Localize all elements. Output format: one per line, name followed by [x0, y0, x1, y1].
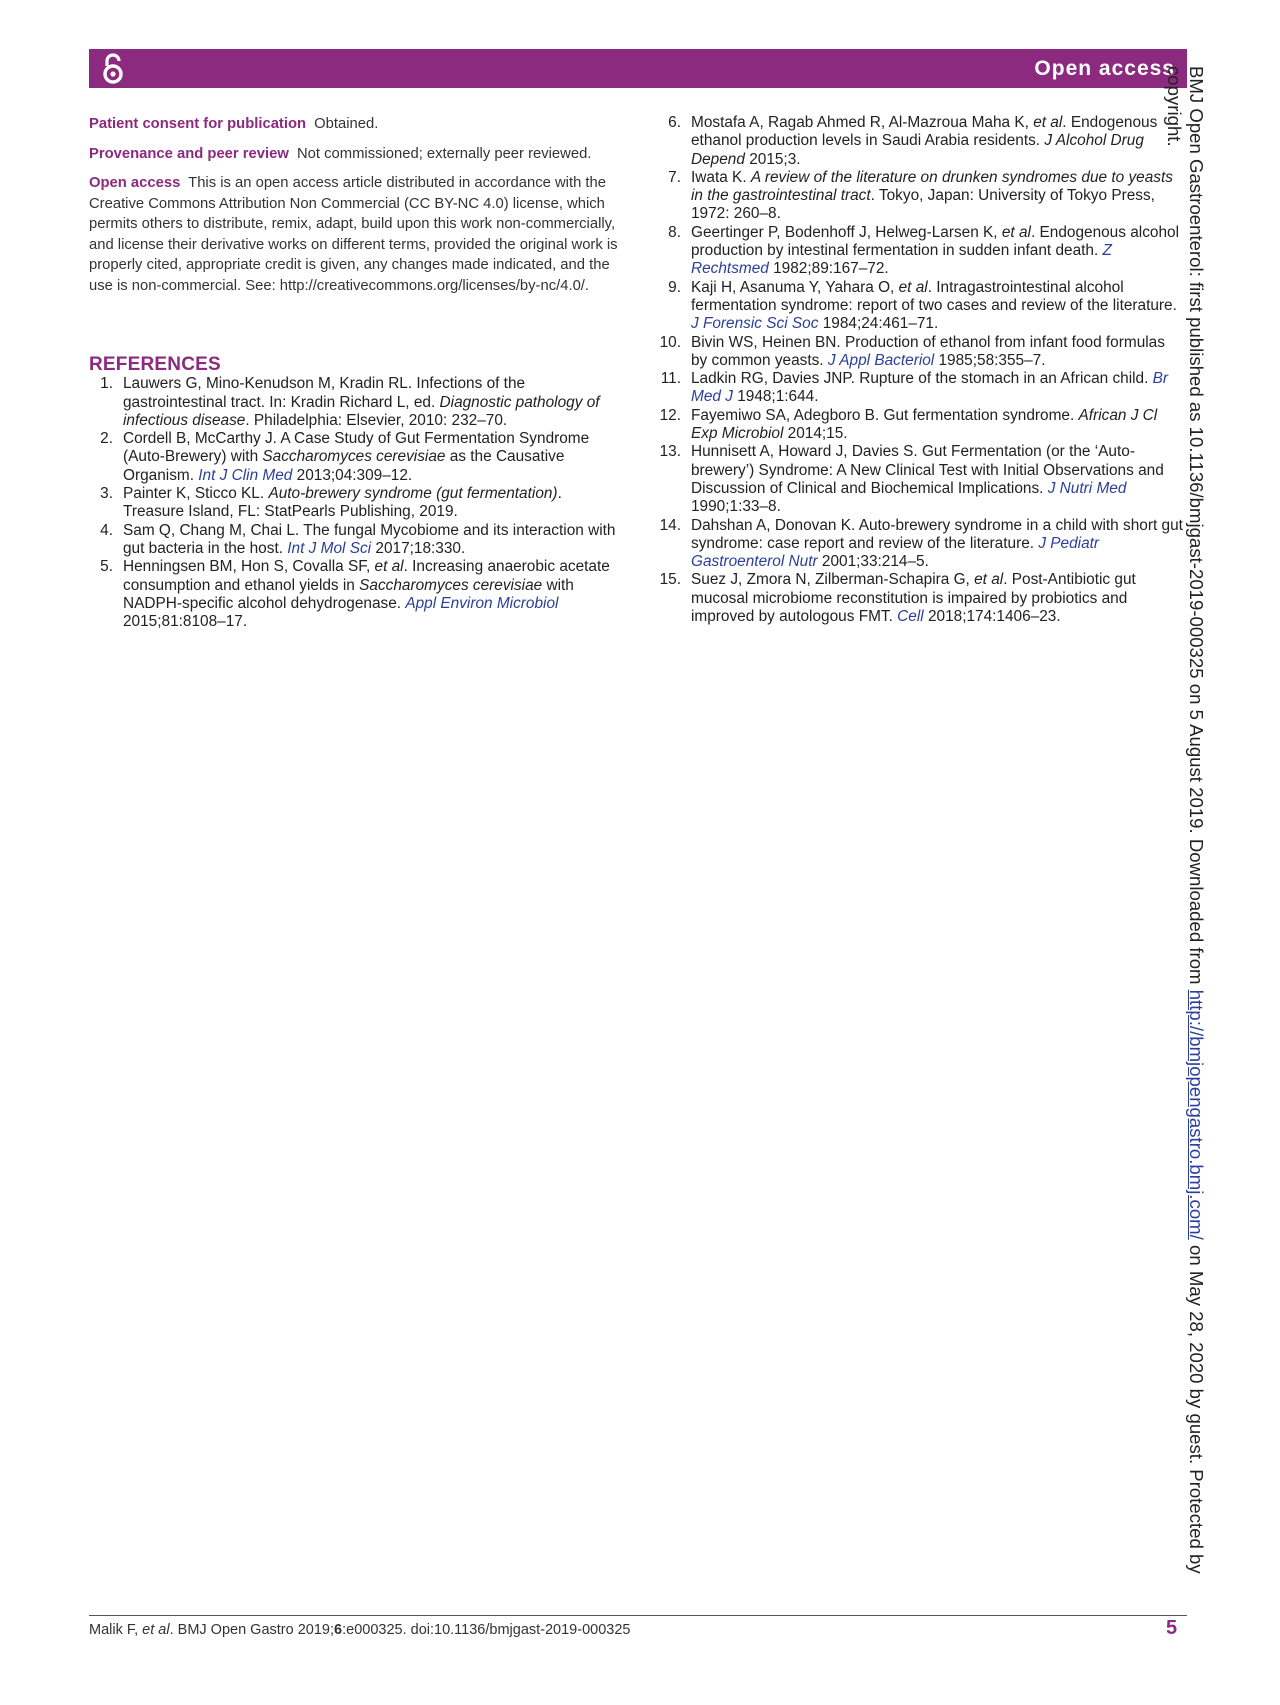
reference-item [655, 169, 1185, 224]
reference-segment: Cordell B, McCarthy J. A Case Study of Gut Fermentation Syndrome (Auto-Brewery) with [123, 430, 590, 466]
reference-item [655, 443, 1185, 516]
reference-number: 6. [668, 114, 681, 131]
italic-text: et al [1033, 114, 1063, 131]
reference-item [655, 370, 1185, 407]
reference-text [691, 114, 1157, 168]
notice-provenance [89, 144, 619, 165]
notice-label: Open access [89, 175, 181, 191]
italic-text: et al [974, 571, 1004, 589]
reference-segment: Geertinger P, Bodenhoff J, Helweg-Larsen K, [691, 223, 1002, 241]
reference-segment: 1990;1:33–8. [691, 498, 781, 516]
italic-text: et al [898, 278, 928, 296]
reference-item [89, 485, 619, 522]
reference-segment: . Treasure Island, FL: StatPearls Publishing, 2019. [123, 485, 562, 521]
reference-text [691, 443, 1164, 515]
reference-text [123, 558, 610, 630]
reference-text [123, 430, 589, 484]
reference-number: 10. [659, 333, 681, 351]
footer-authors: Malik F, [89, 1622, 143, 1638]
italic-text: J Alcohol Drug Depend [691, 132, 1144, 168]
left-column [89, 114, 619, 631]
reference-item [89, 430, 619, 485]
reference-segment: 2015;3. [744, 150, 801, 168]
side-note-text: BMJ Open Gastroenterol: first published as 10.1136/bmjgast-2019-000325 on 5 August 2019. Downloaded from [1186, 66, 1207, 990]
reference-segment: . Tokyo, Japan: University of Tokyo Press, 1972: 260–8. [691, 187, 1155, 223]
references-list-right [655, 114, 1185, 626]
journal-link[interactable]: Cell [897, 608, 924, 626]
notice-patient-consent [89, 114, 619, 135]
open-access-lock-icon [101, 53, 125, 85]
footer-doi: :e000325. doi:10.1136/bmjgast-2019-000325 [342, 1622, 631, 1638]
italic-text: Saccharomyces cerevisiae [262, 448, 446, 466]
reference-segment: 2001;33:214–5. [817, 553, 929, 571]
reference-segment: Painter K, Sticco KL. [123, 485, 269, 503]
journal-link[interactable]: Int J Mol Sci [287, 539, 372, 557]
journal-link[interactable]: Appl Environ Microbiol [405, 594, 559, 612]
reference-item [89, 375, 619, 430]
italic-text: Saccharomyces cerevisiae [359, 576, 543, 594]
references-list-left [89, 375, 619, 631]
notice-label: Patient consent for publication [89, 116, 307, 132]
reference-number: 1. [100, 375, 113, 393]
journal-link[interactable]: J Forensic Sci Soc [691, 315, 819, 333]
reference-segment: Suez J, Zmora N, Zilberman-Schapira G, [691, 571, 975, 589]
reference-number: 12. [659, 406, 681, 424]
reference-item [655, 279, 1185, 334]
reference-text [123, 375, 600, 429]
reference-item [89, 522, 619, 559]
journal-link[interactable]: Br Med J [691, 370, 1169, 406]
reference-segment: Kaji H, Asanuma Y, Yahara O, [691, 278, 899, 296]
reference-number: 13. [659, 443, 681, 461]
italic-text: Diagnostic pathology of infectious disease [123, 393, 600, 429]
reference-segment: Bivin WS, Heinen BN. Production of ethanol from infant food formulas by common yeasts. [691, 333, 1165, 369]
reference-number: 11. [660, 370, 681, 388]
footer-volume: 6 [334, 1622, 343, 1638]
reference-segment: . Philadelphia: Elsevier, 2010: 232–70. [245, 411, 508, 429]
reference-segment: Dahshan A, Donovan K. Auto-brewery syndrome in a child with short gut syndrome: case report and review of the literature. [691, 516, 1183, 552]
reference-segment: 1982;89:167–72. [768, 260, 889, 278]
reference-segment: Iwata K. [691, 168, 751, 186]
reference-text [691, 279, 1177, 333]
journal-link[interactable]: Z Rechtsmed [691, 242, 1112, 278]
reference-segment: as the Causative Organism. [123, 448, 565, 484]
journal-link[interactable]: J Appl Bacteriol [827, 351, 935, 369]
notice-text: Obtained. [314, 116, 379, 132]
reference-number: 3. [100, 485, 113, 503]
reference-text [123, 522, 615, 557]
reference-segment: Fayemiwo SA, Adegboro B. Gut fermentation syndrome. [691, 406, 1079, 424]
reference-segment: Mostafa A, Ragab Ahmed R, Al-Mazroua Maha K, [691, 114, 1034, 131]
side-note-link[interactable]: http://bmjopengastro.bmj.com/ [1186, 989, 1207, 1240]
reference-number: 15. [659, 571, 681, 589]
side-download-note [1163, 66, 1207, 1626]
reference-segment: 2015;81:8108–17. [123, 613, 248, 631]
notice-text: Not commissioned; externally peer reviewed. [296, 145, 592, 162]
reference-item [655, 517, 1185, 572]
italic-text: African J Cl Exp Microbiol [691, 406, 1158, 443]
reference-segment: . Endogenous ethanol production levels in Saudi Arabia residents. [691, 114, 1158, 150]
italic-text: A review of the literature on drunken syndromes due to yeasts in the gastrointestinal tract [691, 168, 1173, 205]
reference-text [691, 334, 1165, 369]
reference-item [655, 571, 1185, 626]
reference-text [691, 571, 1136, 625]
reference-segment: . Intragastrointestinal alcohol fermentation syndrome: report of two cases and review of the literature. [691, 278, 1177, 314]
reference-item [655, 114, 1185, 169]
reference-text [691, 407, 1157, 442]
reference-text [691, 517, 1183, 571]
reference-segment: Lauwers G, Mino-Kenudson M, Kradin RL. Infections of the gastrointestinal tract. In: Kradin Richard L, ed. [123, 375, 526, 411]
italic-text: et al [1001, 223, 1031, 241]
page-number: 5 [1166, 1617, 1178, 1639]
notice-open-access [89, 173, 619, 296]
reference-number: 4. [100, 521, 113, 539]
reference-item [655, 407, 1185, 444]
banner-title: Open access [1034, 57, 1175, 80]
reference-item [89, 558, 619, 631]
reference-segment: 2013;04:309–12. [292, 466, 413, 484]
italic-text: et al [374, 558, 404, 576]
reference-segment: 2014;15. [783, 425, 848, 443]
reference-text [691, 370, 1168, 405]
reference-text [691, 169, 1173, 223]
reference-segment: Hunnisett A, Howard J, Davies S. Gut Fermentation (or the ‘Auto-brewery’) Syndrome: A New Clinical Test with Initial Observations and Discussion of Clinical and Biochemical Implications. [691, 443, 1164, 497]
footer-journal: . BMJ Open Gastro [169, 1622, 298, 1638]
reference-item [655, 334, 1185, 371]
reference-text [691, 224, 1179, 278]
reference-segment: with NADPH-specific alcohol dehydrogenase. [123, 576, 574, 612]
notice-label: Provenance and peer review [89, 145, 289, 162]
open-access-banner [89, 49, 1187, 88]
reference-segment: 2018;174:1406–23. [923, 608, 1061, 626]
reference-segment: 1948;1:644. [732, 388, 819, 406]
reference-number: 5. [100, 558, 113, 576]
reference-number: 2. [100, 430, 113, 448]
right-column [655, 114, 1185, 626]
journal-link[interactable]: J Pediatr Gastroenterol Nutr [691, 534, 1100, 571]
footer-citation [89, 1622, 630, 1638]
italic-text: Auto-brewery syndrome (gut fermentation) [268, 485, 558, 503]
footer-divider [89, 1615, 1187, 1616]
journal-link[interactable]: J Nutri Med [1047, 479, 1127, 497]
journal-link[interactable]: Int J Clin Med [198, 466, 293, 484]
footer-year: 2019; [297, 1622, 335, 1638]
reference-segment: Henningsen BM, Hon S, Covalla SF, [123, 558, 375, 576]
reference-number: 14. [659, 516, 681, 534]
reference-segment: 1985;58:355–7. [934, 351, 1046, 369]
reference-segment: Ladkin RG, Davies JNP. Rupture of the stomach in an African child. [691, 370, 1153, 388]
footer-et-al: et al [142, 1622, 170, 1638]
reference-item [655, 224, 1185, 279]
reference-number: 9. [668, 278, 681, 296]
reference-number: 7. [668, 168, 681, 186]
reference-number: 8. [668, 223, 681, 241]
reference-segment: 2017;18:330. [371, 539, 466, 557]
reference-segment: Sam Q, Chang M, Chai L. The fungal Mycobiome and its interaction with gut bacteria in the host. [123, 521, 616, 557]
side-note-text-end: on May 28, 2020 by guest. Protected by copyright. [1164, 66, 1207, 1574]
reference-segment: 1984;24:461–71. [818, 315, 939, 333]
notice-text: This is an open access article distributed in accordance with the Creative Commons Attribution Non Commercial (CC BY-NC 4.0) license, which permits others to distribute, remix, adapt, build upon this work non-commercially, and license their derivative works on different terms, provided the original work is properly cited, appropriate credit is given, any changes made indicated, and the use is non-commercial. See: http://creativecommons.org/licenses/by-nc/4.0/. [89, 175, 618, 294]
reference-segment: . Post-Antibiotic gut mucosal microbiome reconstitution is impaired by probiotics and improved by autologous FMT. [691, 571, 1136, 626]
references-heading: REFERENCES [89, 354, 221, 375]
reference-text [123, 485, 562, 520]
reference-segment: . Endogenous alcohol production by intestinal fermentation in sudden infant death. [691, 223, 1179, 260]
reference-segment: . Increasing anaerobic acetate consumption and ethanol yields in [123, 558, 610, 594]
